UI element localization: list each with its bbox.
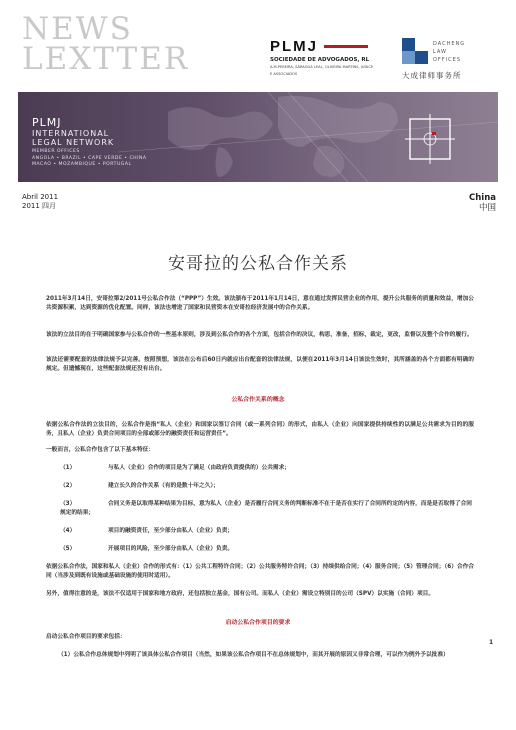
list-item [60, 464, 474, 473]
list-item-number: （5） [60, 546, 76, 552]
paragraph-7: 另外，值得注意的是，该法不仅适用于国家和地方政府，还包括独立基金，国有公司。而私人（企业）需设立特别目的公司（SPV）以实施（合同）项目。 [46, 591, 435, 597]
dacheng-emblem-icon [402, 38, 428, 64]
country-en: China [469, 193, 496, 203]
news-lextter-logo [22, 11, 190, 77]
banner-offices-2: MACAO • MOZAMBIQUE • PORTUGAL [32, 162, 132, 167]
plmj-partners-2: E ASSOCIADOS [270, 71, 298, 76]
section-heading-requirements: 启动公私合作项目的要求 [225, 620, 291, 626]
article-title: 安哥拉的公私合作关系 [168, 254, 348, 274]
paragraph-9: （1）公私合作总体规划中列明了该具体公私合作项目（当然，如果该公私合作项目不在总体规划中，而其开展的原因又非常合理，可以作为例外予以批准） [58, 652, 449, 658]
country-label [469, 193, 496, 213]
logo-line-lextter: LEXTTER [22, 41, 190, 77]
paragraph-2: 该法的立法目的在于明确国家参与公私合作的一些基本原则，涉及到公私合作的各个方面，包括合作的决议，构思，准备，招标，裁定，更改，监督以及整个合作的履行。 [46, 332, 473, 338]
paragraph-8: 启动公私合作项目的要求包括： [46, 634, 126, 640]
plmj-wordmark: PLMJ [270, 38, 319, 55]
page-number: 1 [489, 639, 494, 646]
list-item-number: （1） [60, 465, 76, 471]
paragraph-1: 2011年3月14日，安哥拉第2/2011号公私合作法（“PPP”）生效。该法颁布于2011年1月14日，意在通过发挥民营企业的作用，提升公共服务的质量和效益，增加公共资源积累，达到资源的优化配置。同样，该法也增进了国家和民营资本在安哥拉经济发展中的合作关系。 [46, 296, 474, 311]
list-item-text: 合同义务是以取得某种结果为目标，意为私人（企业）是否履行合同义务的判断标准不在于是否在实行了合同所约定的内容，而是是否取得了合同规定的结果； [60, 501, 472, 516]
banner-line-international: INTERNATIONAL [32, 129, 110, 138]
list-item [60, 482, 474, 491]
list-item [60, 527, 474, 536]
dacheng-line-3: OFFICES [433, 57, 461, 63]
list-item-number: （2） [60, 483, 76, 489]
dacheng-line-2: LAW [433, 49, 447, 55]
list-item-number: （3） [60, 501, 76, 507]
issue-date-cn: 2011 四月 [22, 201, 57, 210]
banner-line-legal-network: LEGAL NETWORK [32, 138, 115, 147]
issue-date-pt: Abril 2011 [22, 193, 59, 201]
banner-member-offices: MEMBER OFFICES [32, 149, 80, 154]
banner-text [32, 116, 147, 169]
country-cn: 中国 [478, 203, 496, 213]
dacheng-chinese-name: 大成律师事务所 [402, 71, 462, 80]
plmj-partners: A.M.PEREIRA, SÁRAGGA LEAL, OLIVEIRA MARTINS, JÚDICE [270, 65, 374, 69]
plmj-logo [270, 38, 380, 76]
issue-date [22, 193, 58, 210]
paragraph-5: 一般而言，公私合作包含了以下基本特征： [46, 447, 155, 453]
logo-line-news: NEWS [22, 11, 133, 47]
list-item [60, 500, 474, 517]
plmj-subtitle: SOCIEDADE DE ADVOGADOS, RL [270, 57, 370, 63]
plmj-red-bar [324, 45, 368, 48]
list-item-text: 开展项目的风险，至少部分由私人（企业）负责。 [108, 546, 234, 552]
section-heading-concept: 公私合作关系的概念 [231, 397, 285, 403]
banner-offices-1: ANGOLA • BRAZIL • CAPE VERDE • CHINA [32, 155, 147, 161]
list-item-text: 与私人（企业）合作的项目是为了满足（由政府负责提供的）公共需求； [108, 465, 290, 471]
list-item-number: （4） [60, 528, 76, 534]
dacheng-line-1: DACHENG [433, 41, 466, 47]
paragraph-4: 依据公私合作法的立法目的，公私合作是指“私人（企业）和国家以签订合同（或一系列合同）的形式，由私人（企业）向国家提供持续性的以满足公共需求为目的的服务，且私人（企业）负责合同项目的全部或部分的融资责任和运营责任”。 [46, 422, 474, 437]
paragraph-6: 依据公私合作法，国家和私人（企业）合作的形式有：（1）公共工程特许合同；（2）公共服务特许合同；（3）持续供给合同；（4）服务合同；（5）管理合同；（6）合作合同（当涉及到既有设施或基础设施的使用时适用）。 [46, 564, 474, 579]
banner-plmj: PLMJ [32, 116, 62, 129]
list-item-text: 建立长久的合作关系（有的是数十年之久）； [108, 483, 219, 489]
list-item [60, 545, 474, 554]
paragraph-3: 该法还需要配套的法律法规予以完善。按照预想，该法在公布后60日内就应出台配套的法律法规，以便在2011年3月14日该法生效时，其所涵盖的各个方面都有明确的规定。但遗憾现在，这些配套法规还没有出台。 [46, 357, 474, 372]
list-item-text: 项目的融资责任，至少部分由私人（企业）负责； [108, 528, 234, 534]
compass-emblem-icon [405, 114, 455, 164]
